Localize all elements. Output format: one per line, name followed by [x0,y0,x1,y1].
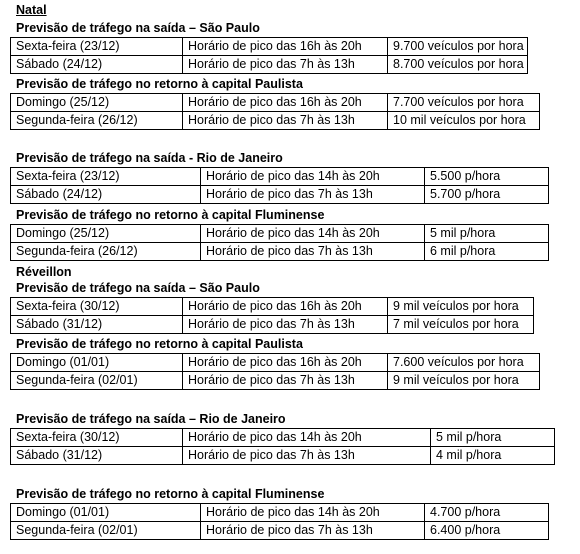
day-cell: Segunda-feira (26/12) [11,243,201,261]
table-row [11,225,549,243]
table-row [11,112,540,130]
day-cell: Sexta-feira (30/12) [11,429,183,447]
peak-hours-cell: Horário de pico das 16h às 20h [183,354,388,372]
forecast-table [10,37,528,74]
forecast-table [10,93,540,130]
day-cell: Domingo (25/12) [11,94,183,112]
volume-cell: 5 mil p/hora [431,429,555,447]
volume-cell: 6 mil p/hora [425,243,549,261]
volume-cell: 5.700 p/hora [425,186,549,204]
volume-cell: 4.700 p/hora [425,504,549,522]
peak-hours-cell: Horário de pico das 16h às 20h [183,298,388,316]
table-row [11,354,540,372]
peak-hours-cell: Horário de pico das 7h às 13h [183,316,388,334]
table-row [11,186,549,204]
table-title: Previsão de tráfego na saída – São Paulo [16,21,260,35]
volume-cell: 9.700 veículos por hora [388,38,528,56]
volume-cell: 7 mil veículos por hora [388,316,534,334]
table-title: Previsão de tráfego na saída – Rio de Janeiro [16,412,286,426]
table-row [11,94,540,112]
volume-cell: 8.700 veículos por hora [388,56,528,74]
day-cell: Sexta-feira (23/12) [11,38,183,56]
peak-hours-cell: Horário de pico das 7h às 13h [201,186,425,204]
forecast-table [10,224,549,261]
table-row [11,56,528,74]
day-cell: Sábado (24/12) [11,56,183,74]
peak-hours-cell: Horário de pico das 7h às 13h [201,522,425,540]
volume-cell: 4 mil p/hora [431,447,555,465]
day-cell: Segunda-feira (26/12) [11,112,183,130]
peak-hours-cell: Horário de pico das 14h às 20h [201,504,425,522]
volume-cell: 9 mil veículos por hora [388,372,540,390]
section-heading: Natal [16,3,47,17]
forecast-table [10,167,549,204]
table-row [11,429,555,447]
peak-hours-cell: Horário de pico das 7h às 13h [183,56,388,74]
peak-hours-cell: Horário de pico das 7h às 13h [201,243,425,261]
table-title: Previsão de tráfego no retorno à capital Fluminense [16,208,325,222]
day-cell: Sábado (31/12) [11,316,183,334]
volume-cell: 5.500 p/hora [425,168,549,186]
day-cell: Sexta-feira (30/12) [11,298,183,316]
table-title: Previsão de tráfego no retorno à capital Paulista [16,337,303,351]
volume-cell: 9 mil veículos por hora [388,298,534,316]
table-title: Previsão de tráfego na saída – São Paulo [16,281,260,295]
table-title: Previsão de tráfego na saída - Rio de Janeiro [16,151,283,165]
table-row [11,38,528,56]
day-cell: Sexta-feira (23/12) [11,168,201,186]
day-cell: Segunda-feira (02/01) [11,372,183,390]
peak-hours-cell: Horário de pico das 16h às 20h [183,38,388,56]
table-row [11,243,549,261]
day-cell: Sábado (24/12) [11,186,201,204]
table-row [11,298,534,316]
volume-cell: 7.700 veículos por hora [388,94,540,112]
table-row [11,504,549,522]
day-cell: Domingo (25/12) [11,225,201,243]
table-title: Previsão de tráfego no retorno à capital Fluminense [16,487,325,501]
table-row [11,447,555,465]
peak-hours-cell: Horário de pico das 14h às 20h [201,168,425,186]
table-row [11,522,549,540]
peak-hours-cell: Horário de pico das 14h às 20h [201,225,425,243]
peak-hours-cell: Horário de pico das 7h às 13h [183,447,431,465]
volume-cell: 10 mil veículos por hora [388,112,540,130]
table-title: Previsão de tráfego no retorno à capital Paulista [16,77,303,91]
day-cell: Sábado (31/12) [11,447,183,465]
table-row [11,168,549,186]
volume-cell: 6.400 p/hora [425,522,549,540]
day-cell: Segunda-feira (02/01) [11,522,201,540]
forecast-table [10,503,549,540]
volume-cell: 7.600 veículos por hora [388,354,540,372]
volume-cell: 5 mil p/hora [425,225,549,243]
section-heading: Réveillon [16,265,72,279]
table-row [11,316,534,334]
table-row [11,372,540,390]
forecast-table [10,353,540,390]
peak-hours-cell: Horário de pico das 7h às 13h [183,112,388,130]
day-cell: Domingo (01/01) [11,354,183,372]
peak-hours-cell: Horário de pico das 7h às 13h [183,372,388,390]
forecast-table [10,428,555,465]
peak-hours-cell: Horário de pico das 14h às 20h [183,429,431,447]
day-cell: Domingo (01/01) [11,504,201,522]
peak-hours-cell: Horário de pico das 16h às 20h [183,94,388,112]
forecast-table [10,297,534,334]
